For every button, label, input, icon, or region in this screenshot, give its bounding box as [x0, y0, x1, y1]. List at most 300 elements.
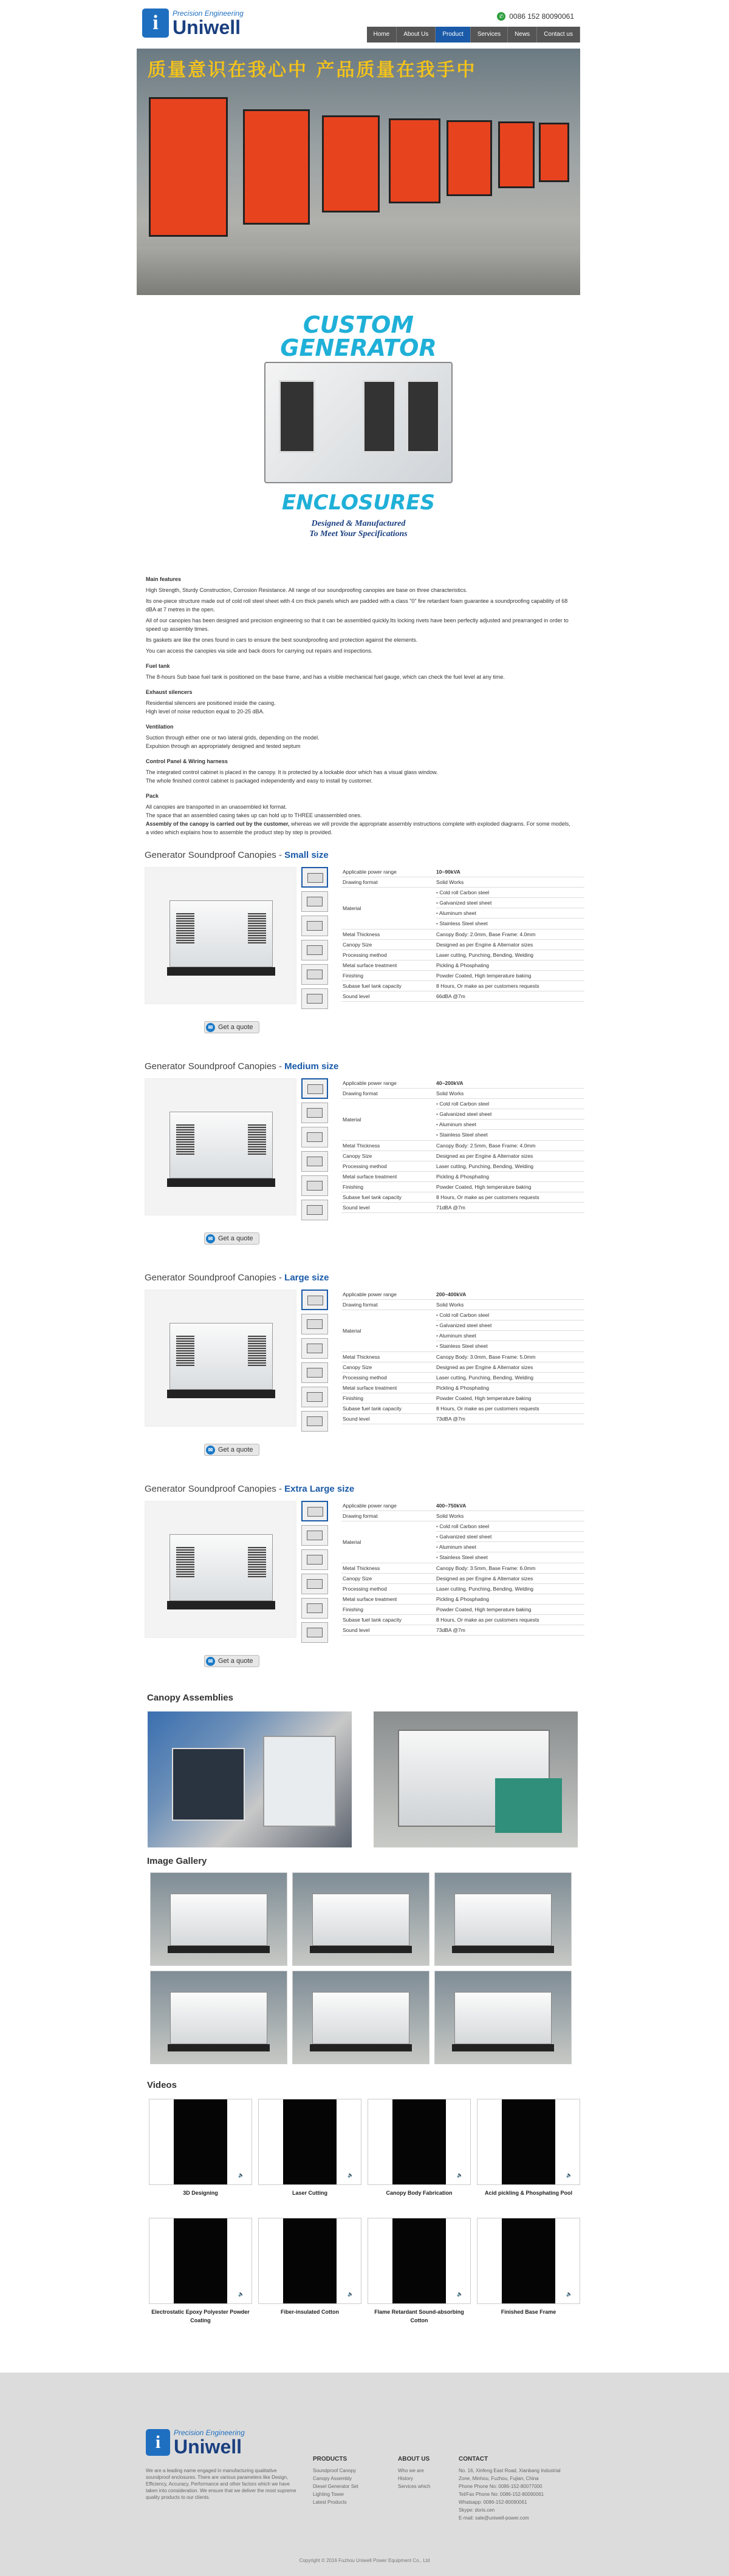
vent-grill — [248, 913, 266, 943]
spec-row — [341, 1373, 584, 1383]
video-frame — [502, 2218, 555, 2303]
product-size: Medium size — [284, 1061, 339, 1072]
spec-key: Canopy Size — [343, 1364, 372, 1370]
footer-link[interactable]: History — [398, 2476, 413, 2481]
product-thumbnail[interactable] — [301, 867, 328, 888]
product-main-image[interactable] — [145, 1501, 296, 1638]
product-thumbnail[interactable] — [301, 1151, 328, 1172]
spec-key: Drawing format — [343, 1302, 378, 1308]
product-size: Small size — [284, 850, 329, 860]
spec-value: 73dBA @7m — [436, 1416, 465, 1422]
video-player[interactable] — [477, 2099, 580, 2185]
spec-row — [341, 888, 584, 929]
feature-paragraph: The space that an assembled casing takes up can hold up to THREE unassembled ones. — [146, 812, 362, 818]
material-item: • Galvanized steel sheet — [436, 1320, 584, 1331]
video-time: 0:00 — [375, 2172, 385, 2178]
custom-tagline-1: Designed & Manufactured — [311, 519, 406, 528]
product-thumbnail[interactable] — [301, 1387, 328, 1407]
product-thumbnail[interactable] — [301, 1411, 328, 1432]
assembly-photo-2[interactable] — [374, 1711, 578, 1847]
spec-value: Laser cutting, Punching, Bending, Welding — [436, 1375, 534, 1381]
spec-row — [341, 950, 584, 960]
video-item — [477, 2099, 580, 2218]
video-player[interactable] — [368, 2218, 471, 2304]
spec-row — [341, 1521, 584, 1563]
material-item: • Cold roll Carbon steel — [436, 1099, 584, 1109]
footer-about-heading: ABOUT US — [398, 2456, 430, 2462]
video-controls[interactable] — [480, 2172, 577, 2181]
enclosure-door-left — [279, 380, 315, 453]
footer-link[interactable]: Soundproof Canopy — [313, 2468, 357, 2473]
spec-key: Metal Thickness — [343, 1565, 380, 1571]
material-item: • Cold roll Carbon steel — [436, 1310, 584, 1320]
phone-icon: ✆ — [497, 12, 505, 21]
spec-key: Finishing — [343, 973, 364, 979]
quote-icon: ✉ — [206, 1657, 215, 1666]
spec-row — [341, 1501, 584, 1511]
product-main-image[interactable] — [145, 1078, 296, 1215]
gallery-image[interactable] — [434, 1971, 572, 2064]
contact-line: Tel/Fax Phone No: 0086-152-80090061 — [459, 2492, 544, 2497]
product-thumbnail[interactable] — [301, 1525, 328, 1546]
spec-key: Drawing format — [343, 879, 378, 885]
custom-tagline — [137, 518, 580, 539]
spec-key: Sound level — [343, 1627, 370, 1633]
gallery-image[interactable] — [150, 1872, 287, 1966]
feature-heading: Control Panel & Wiring harness — [146, 758, 228, 764]
spec-value: Designed as per Engine & Alternator sizes — [436, 1364, 533, 1370]
video-caption: Finished Base Frame — [501, 2309, 556, 2315]
spec-row — [341, 1414, 584, 1424]
video-item — [258, 2099, 361, 2218]
feature-heading: Fuel tank — [146, 663, 170, 669]
spec-value: Solid Works — [436, 1302, 464, 1308]
vent-grill — [176, 1336, 194, 1366]
spec-row — [341, 1151, 584, 1161]
product-thumbnail[interactable] — [301, 891, 328, 912]
video-controls[interactable] — [152, 2172, 249, 2181]
get-quote-button[interactable] — [204, 1021, 259, 1033]
video-caption: Laser Cutting — [292, 2190, 327, 2196]
generator-canopy — [169, 1534, 273, 1601]
feature-paragraph: High level of noise reduction equal to 20-25 dBA. — [146, 709, 265, 715]
quote-label: Get a quote — [218, 1657, 253, 1665]
spec-value: 8 Hours, Or make as per customers requests — [436, 1194, 539, 1200]
footer-products-heading: PRODUCTS — [313, 2456, 347, 2462]
product-thumbnail[interactable] — [301, 1127, 328, 1147]
spec-key: Finishing — [343, 1395, 364, 1401]
spec-value: Powder Coated, High temperature baking — [436, 973, 532, 979]
video-item — [477, 2218, 580, 2337]
feature-paragraph: Its one-piece structure made out of cold roll steel sheet with 4 cm thick panels which are padded with a class "0" fire retardant foam guarantee a soundproofing capability of 68 dBA at 7 metres in the open. — [146, 598, 568, 613]
volume-icon[interactable]: 🔈 ⛶ — [566, 2291, 577, 2297]
product-thumbnail[interactable] — [301, 916, 328, 936]
spec-row — [341, 1161, 584, 1172]
play-icon[interactable]: ▶ 0:00 — [480, 2291, 495, 2297]
footer-about — [398, 2455, 430, 2490]
video-time: 0:00 — [266, 2172, 276, 2178]
feature-paragraph: The integrated control cabinet is placed in the canopy. It is protected by a lockable door which has a visual glass window. — [146, 769, 438, 775]
spec-value: 8 Hours, Or make as per customers requests — [436, 1617, 539, 1623]
features-text — [137, 562, 580, 837]
spec-table — [341, 867, 584, 1002]
spec-key: Material — [343, 1539, 361, 1545]
product-thumbnails — [301, 1078, 330, 1224]
spec-key: Drawing format — [343, 1090, 378, 1096]
nav-home[interactable]: Home — [367, 27, 397, 42]
spec-value: 8 Hours, Or make as per customers requests — [436, 983, 539, 989]
video-time: 0:00 — [266, 2291, 276, 2297]
product-thumbnail[interactable] — [301, 1622, 328, 1643]
vent-grill — [248, 1547, 266, 1577]
custom-title-line2: GENERATOR — [280, 335, 437, 361]
spec-key: Applicable power range — [343, 1291, 397, 1297]
spec-value: Canopy Body: 2.0mm, Base Frame: 4.0mm — [436, 931, 536, 937]
generator-canopy — [169, 1112, 273, 1178]
spec-key: Processing method — [343, 1375, 387, 1381]
feature-paragraph — [146, 820, 571, 837]
hero-image — [137, 49, 580, 295]
contact-line: No. 16, Xinfeng East Road, Xianbang Industrial — [459, 2468, 561, 2473]
spec-value: Laser cutting, Punching, Bending, Welding — [436, 1586, 534, 1592]
assembly-photo-1[interactable] — [148, 1711, 352, 1847]
quote-icon: ✉ — [206, 1023, 215, 1032]
spec-table — [341, 1501, 584, 1636]
feature-paragraph: Suction through either one or two lateral grids, depending on the model. — [146, 735, 320, 741]
spec-value: Canopy Body: 2.5mm, Base Frame: 4.0mm — [436, 1143, 536, 1149]
product-main-image[interactable] — [145, 1290, 296, 1427]
spec-table — [341, 1078, 584, 1213]
spec-row — [341, 1300, 584, 1310]
video-caption: Flame Retardant Sound-absorbing Cotton — [374, 2309, 464, 2323]
product-thumbnail[interactable] — [301, 964, 328, 985]
spec-value: 10~90kVA — [436, 869, 460, 875]
play-icon[interactable]: ▶ 0:00 — [152, 2172, 166, 2178]
canopy-photo-2 — [243, 109, 310, 225]
feature-paragraph: All of our canopies has been designed and precision engineering so that it can be assembled quickly.Its locking rivets have been perfectly adjusted and prearranged in order to speed up assembly times. — [146, 617, 569, 632]
spec-key: Metal Thickness — [343, 931, 380, 937]
product-thumbnails — [301, 1501, 330, 1647]
enclosure-door-center — [363, 380, 396, 453]
footer-logo-tagline: Precision Engineering — [174, 2428, 245, 2437]
feature-paragraph: High Strength, Sturdy Construction, Corrosion Resistance. All range of our soundproofing canopies are base on three characteristics. — [146, 587, 468, 593]
gallery-image[interactable] — [292, 1872, 430, 1966]
spec-value: Pickling & Phosphating — [436, 1596, 489, 1602]
spec-value: Pickling & Phosphating — [436, 1385, 489, 1391]
product-size: Extra Large size — [284, 1484, 355, 1494]
product-thumbnail[interactable] — [301, 1549, 328, 1570]
spec-row — [341, 1574, 584, 1584]
videos-title: Videos — [147, 2080, 177, 2090]
generator-base — [167, 1178, 275, 1187]
spec-value: Designed as per Engine & Alternator sizes — [436, 1575, 533, 1582]
feature-heading: Pack — [146, 793, 159, 799]
vent-grill — [248, 1124, 266, 1155]
spec-key: Subase fuel tank capacity — [343, 1194, 402, 1200]
video-player[interactable] — [258, 2099, 361, 2185]
video-player[interactable] — [149, 2099, 252, 2185]
canopy-frame — [263, 1736, 336, 1827]
nav-about[interactable]: About Us — [397, 27, 436, 42]
feature-heading: Main features — [146, 576, 182, 582]
footer-link[interactable]: Lighting Tower — [313, 2492, 344, 2497]
product-title — [145, 1061, 572, 1073]
product-title — [145, 1273, 572, 1285]
spec-value: Solid Works — [436, 1513, 464, 1519]
spec-row — [341, 1099, 584, 1141]
video-player[interactable] — [149, 2218, 252, 2304]
hero-floor — [137, 246, 580, 295]
spec-value: 400~750kVA — [436, 1503, 467, 1509]
video-frame — [174, 2099, 227, 2184]
volume-icon[interactable]: 🔈 ⛶ — [238, 2291, 249, 2297]
spec-row — [341, 981, 584, 991]
product-title-prefix: Generator Soundproof Canopies - — [145, 1484, 285, 1494]
spec-row — [341, 1625, 584, 1636]
spec-key: Metal surface treatment — [343, 1174, 397, 1180]
spec-row — [341, 867, 584, 877]
spec-value: 8 Hours, Or make as per customers requests — [436, 1405, 539, 1412]
custom-title — [137, 313, 580, 359]
video-grid — [149, 2099, 580, 2337]
video-player[interactable] — [258, 2218, 361, 2304]
get-quote-button[interactable] — [204, 1232, 259, 1245]
custom-title-line1: CUSTOM — [303, 311, 414, 338]
product-thumbnail[interactable] — [301, 1574, 328, 1594]
spec-row — [341, 1615, 584, 1625]
nav-contact[interactable]: Contact us — [537, 27, 580, 42]
assemblies-title: Canopy Assemblies — [147, 1693, 233, 1703]
product-thumbnail[interactable] — [301, 1200, 328, 1220]
generator-base — [167, 1601, 275, 1609]
phone-number: 0086 152 80090061 — [509, 12, 574, 21]
spec-key: Metal surface treatment — [343, 1596, 397, 1602]
spec-key: Canopy Size — [343, 942, 372, 948]
footer-products — [313, 2455, 358, 2506]
logo-mark: i — [142, 8, 169, 38]
spec-table — [341, 1290, 584, 1424]
spec-value — [436, 1521, 584, 1563]
feature-paragraph: The 8-hours Sub base fuel tank is positioned on the base frame, and has a visible mechanical fuel gauge, which can check the fuel level at any time. — [146, 674, 505, 680]
product-thumbnail[interactable] — [301, 1362, 328, 1383]
quote-label: Get a quote — [218, 1235, 253, 1242]
spec-value: 71dBA @7m — [436, 1205, 465, 1211]
spec-row — [341, 940, 584, 950]
video-caption: Electrostatic Epoxy Polyester Powder Coating — [151, 2309, 250, 2323]
footer-logo-mark: i — [146, 2429, 170, 2456]
play-icon[interactable]: ▶ 0:00 — [261, 2172, 276, 2178]
footer-contact — [459, 2455, 580, 2522]
spec-value: 200~400kVA — [436, 1291, 467, 1297]
product-block — [145, 1484, 572, 1682]
vent-grill — [176, 913, 194, 943]
custom-subtitle: ENCLOSURES — [282, 491, 435, 515]
footer-about-text: We are a leading name engaged in manufacturing qualitative soundproof enclosures. There are various parameters like Design, Efficiency, Accuracy, Performance and other factors which we have taken into consideration. We ensure that we deliver the most supreme quality products to our clients. — [146, 2468, 296, 2500]
gallery-image[interactable] — [150, 1971, 287, 2064]
spec-value: Powder Coated, High temperature baking — [436, 1606, 532, 1613]
product-thumbnails — [301, 867, 330, 1013]
video-item — [368, 2099, 471, 2218]
spec-row — [341, 1584, 584, 1594]
material-item: • Stainless Steel sheet — [436, 1341, 584, 1351]
material-item: • Aluminum sheet — [436, 1542, 584, 1552]
product-thumbnails — [301, 1290, 330, 1435]
product-thumbnail[interactable] — [301, 1175, 328, 1196]
product-thumbnail[interactable] — [301, 1598, 328, 1619]
spec-value: Solid Works — [436, 879, 464, 885]
product-thumbnail[interactable] — [301, 1103, 328, 1123]
play-icon[interactable]: ▶ 0:00 — [261, 2291, 276, 2297]
spec-value: Canopy Body: 3.5mm, Base Frame: 6.0mm — [436, 1565, 536, 1571]
logo-tagline: Precision Engineering — [173, 9, 244, 18]
spec-key: Material — [343, 1328, 361, 1334]
feature-heading: Exhaust silencers — [146, 689, 193, 695]
site-header — [137, 0, 580, 49]
get-quote-button[interactable] — [204, 1655, 259, 1667]
video-controls[interactable] — [371, 2291, 468, 2300]
spec-row — [341, 1078, 584, 1089]
spec-row — [341, 1352, 584, 1362]
generator-base — [167, 967, 275, 976]
gallery-image[interactable] — [292, 1971, 430, 2064]
material-item: • Aluminum sheet — [436, 908, 584, 919]
contact-line[interactable]: E-mail: sale@uniwell-power.com — [459, 2515, 529, 2521]
nav-product[interactable]: Product — [436, 27, 470, 42]
product-block — [145, 850, 572, 1048]
video-caption: Fiber-insulated Cotton — [281, 2309, 339, 2315]
video-player[interactable] — [368, 2099, 471, 2185]
footer-link[interactable]: Latest Products — [313, 2500, 347, 2505]
spec-value: Canopy Body: 3.0mm, Base Frame: 5.0mm — [436, 1354, 536, 1360]
video-controls[interactable] — [480, 2291, 577, 2300]
footer-link[interactable]: Diesel Generator Set — [313, 2484, 358, 2489]
volume-icon[interactable]: 🔈 ⛶ — [566, 2172, 577, 2178]
spec-row — [341, 877, 584, 888]
product-size: Large size — [284, 1273, 329, 1283]
video-player[interactable] — [477, 2218, 580, 2304]
material-item: • Aluminum sheet — [436, 1120, 584, 1130]
spec-row — [341, 971, 584, 981]
product-title — [145, 1484, 572, 1496]
nav-services[interactable]: Services — [471, 27, 508, 42]
video-frame — [283, 2099, 337, 2184]
spec-row — [341, 929, 584, 940]
quote-label: Get a quote — [218, 1024, 253, 1031]
spec-key: Material — [343, 1116, 361, 1123]
spec-value: 66dBA @7m — [436, 993, 465, 999]
custom-generator-graphic — [137, 295, 580, 562]
play-icon[interactable]: ▶ 0:00 — [371, 2172, 385, 2178]
video-controls[interactable] — [261, 2291, 358, 2300]
nav-news[interactable]: News — [508, 27, 537, 42]
spec-key: Processing method — [343, 1586, 387, 1592]
product-main-image[interactable] — [145, 867, 296, 1004]
contact-line: Whatsapp: 0086-152-80090061 — [459, 2500, 527, 2505]
generator-base — [167, 1390, 275, 1398]
volume-icon[interactable]: 🔈 ⛶ — [347, 2291, 358, 2297]
header-phone[interactable] — [497, 12, 574, 21]
enclosure-illustration — [264, 362, 453, 483]
product-thumbnail[interactable] — [301, 1338, 328, 1359]
spec-row — [341, 1089, 584, 1099]
generator-canopy — [169, 1323, 273, 1390]
play-icon[interactable]: ▶ 0:00 — [480, 2172, 495, 2178]
spec-value: Designed as per Engine & Alternator sizes — [436, 1153, 533, 1159]
hero-banner-text: 质量意识在我心中 产品质量在我手中 — [148, 59, 477, 81]
video-controls[interactable] — [261, 2172, 358, 2181]
volume-icon[interactable]: 🔈 ⛶ — [347, 2172, 358, 2178]
spec-value: Laser cutting, Punching, Bending, Welding — [436, 952, 534, 958]
product-thumbnail[interactable] — [301, 1078, 328, 1099]
material-item: • Galvanized steel sheet — [436, 1532, 584, 1542]
spec-row — [341, 1383, 584, 1393]
spec-key: Subase fuel tank capacity — [343, 1405, 402, 1412]
video-time: 0:00 — [157, 2172, 166, 2178]
canopy-photo-6 — [498, 121, 535, 188]
canopy-photo-3 — [322, 115, 380, 212]
volume-icon[interactable]: 🔈 ⛶ — [238, 2172, 249, 2178]
product-thumbnail[interactable] — [301, 940, 328, 960]
gallery-image[interactable] — [434, 1872, 572, 1966]
volume-icon[interactable]: 🔈 ⛶ — [457, 2172, 468, 2178]
spec-key: Drawing format — [343, 1513, 378, 1519]
spec-key: Applicable power range — [343, 869, 397, 875]
play-icon[interactable]: ▶ 0:00 — [371, 2291, 385, 2297]
video-item — [368, 2218, 471, 2337]
product-thumbnail[interactable] — [301, 1314, 328, 1334]
video-frame — [392, 2218, 446, 2303]
spec-value: Laser cutting, Punching, Bending, Welding — [436, 1163, 534, 1169]
material-item: • Stainless Steel sheet — [436, 1552, 584, 1563]
material-item: • Aluminum sheet — [436, 1331, 584, 1341]
footer-link[interactable]: Who we are — [398, 2468, 424, 2473]
image-gallery — [150, 1872, 580, 2064]
spec-row — [341, 1172, 584, 1182]
product-title-prefix: Generator Soundproof Canopies - — [145, 1061, 285, 1072]
product-thumbnail[interactable] — [301, 1501, 328, 1521]
video-controls[interactable] — [371, 2172, 468, 2181]
play-icon[interactable]: ▶ 0:00 — [152, 2291, 166, 2297]
material-item: • Cold roll Carbon steel — [436, 888, 584, 898]
assembly-note-bold: Assembly of the canopy is carried out by the customer, — [146, 821, 290, 827]
volume-icon[interactable]: 🔈 ⛶ — [457, 2291, 468, 2297]
spec-key: Material — [343, 905, 361, 911]
feature-paragraph: Residential silencers are positioned inside the casing. — [146, 700, 276, 706]
spec-row — [341, 1362, 584, 1373]
assembly-note: whereas we will provide the appropriate assembly instructions complete with exploded diagrams. For some models, a video which explains how to assemble the product step by step is provided. — [146, 821, 570, 835]
material-item: • Stainless Steel sheet — [436, 919, 584, 929]
video-caption: 3D Designing — [183, 2190, 218, 2196]
spec-value: 73dBA @7m — [436, 1627, 465, 1633]
spec-key: Metal surface treatment — [343, 1385, 397, 1391]
site-logo[interactable] — [142, 8, 244, 38]
get-quote-button[interactable] — [204, 1444, 259, 1456]
video-item — [149, 2099, 252, 2218]
footer-logo[interactable] — [146, 2428, 245, 2456]
spec-value — [436, 1310, 584, 1351]
product-thumbnail[interactable] — [301, 1290, 328, 1310]
engine-block — [172, 1748, 245, 1821]
footer-link[interactable]: Canopy Assembly — [313, 2476, 352, 2481]
footer-link[interactable]: Services which — [398, 2484, 431, 2489]
spec-row — [341, 960, 584, 971]
canopy-photo-5 — [447, 120, 492, 196]
contact-line: Zone, Minhou, Fuzhou, Fujian, China — [459, 2476, 539, 2481]
spec-row — [341, 991, 584, 1002]
video-caption: Acid pickling & Phosphating Pool — [484, 2190, 572, 2196]
product-thumbnail[interactable] — [301, 988, 328, 1009]
video-controls[interactable] — [152, 2291, 249, 2300]
